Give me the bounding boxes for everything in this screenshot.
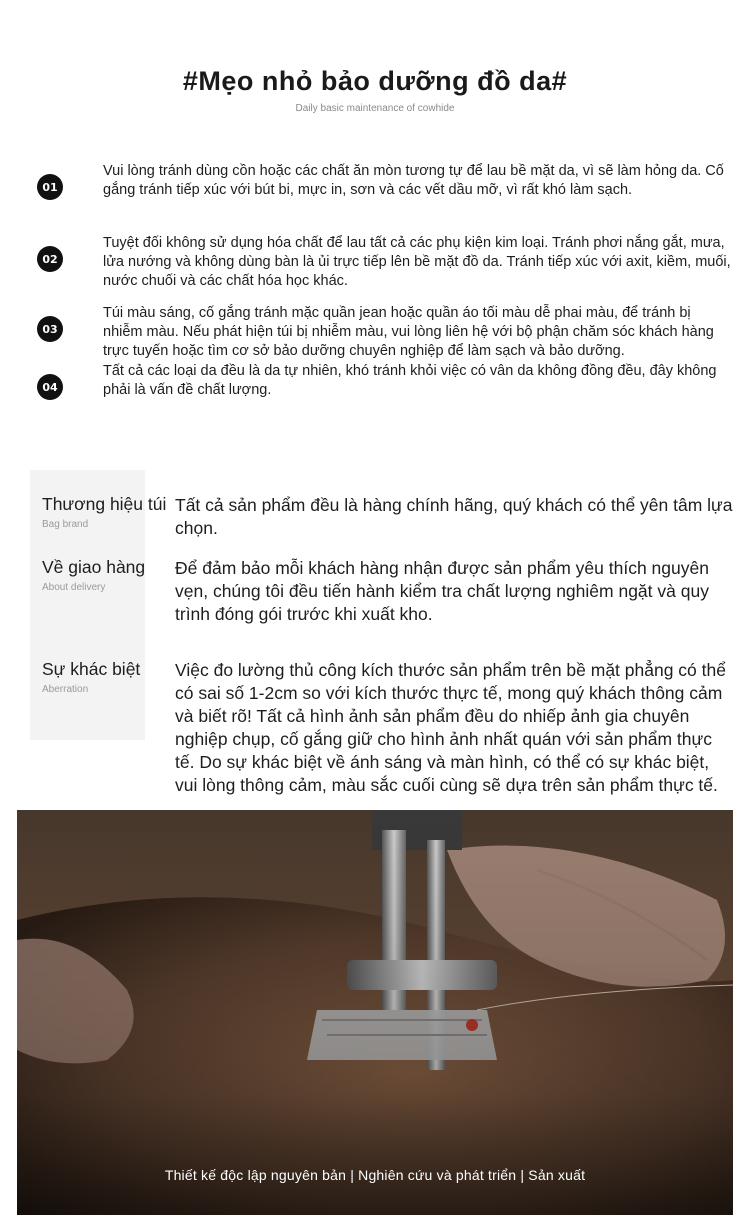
tip-number-badge: 03 [37,316,63,342]
info-label: Thương hiệu túi [42,494,167,514]
tip-number-badge: 01 [37,174,63,200]
info-text: Để đảm bảo mỗi khách hàng nhận được sản phẩm yêu thích nguyên vẹn, chúng tôi đều tiến hành kiểm tra chất lượng nghiêm ngặt và quy trình đóng gói trước khi xuất kho. [175,558,709,624]
info-label: Sự khác biệt [42,659,141,679]
tip-text: Vui lòng tránh dùng cồn hoặc các chất ăn mòn tương tự để lau bề mặt da, vì sẽ làm hỏng da. Cố gắng tránh tiếp xúc với bút bi, mực in, sơn và các vết dầu mỡ, vì rất khó làm sạch. [103,163,724,198]
page-subtitle: Daily basic maintenance of cowhide [295,103,455,114]
tip-number-badge: 04 [37,374,63,400]
tip-text: Tất cả các loại da đều là da tự nhiên, khó tránh khỏi việc có vân da không đồng đều, đây không phải là vấn đề chất lượng. [103,363,717,398]
info-text: Việc đo lường thủ công kích thước sản phẩm trên bề mặt phẳng có thể có sai số 1-2cm so với kích thước thực tế, mong quý khách thông cảm và biết rõ! Tất cả hình ảnh sản phẩm đều do nhiếp ảnh gia chuyên nghiệp chụp, cố gắng giữ cho hình ảnh nhất quán với sản phẩm thực tế. Do sự khác biệt về ánh sáng và màn hình, có thể có sự khác biệt, vui lòng thông cảm, màu sắc cuối cùng sẽ dựa trên sản phẩm thực tế. [175,660,726,795]
photo-caption: Thiết kế độc lập nguyên bản | Nghiên cứu và phát triển | Sản xuất [164,1167,586,1183]
tip-number-badge: 02 [37,246,63,272]
info-text: Tất cả sản phẩm đều là hàng chính hãng, quý khách có thể yên tâm lựa chọn. [175,495,733,538]
tip-text: Túi màu sáng, cố gắng tránh mặc quần jean hoặc quần áo tối màu dễ phai màu, để tránh bị nhiễm màu. Nếu phát hiện túi bị nhiễm màu, vui lòng liên hệ với bộ phận chăm sóc khách hàng trực tuyến hoặc tìm cơ sở bảo dưỡng chuyên nghiệp để làm sạch và bảo dưỡng. [103,305,714,359]
sewing-machine-photo [17,810,733,1215]
tip-text: Tuyệt đối không sử dụng hóa chất để lau tất cả các phụ kiện kim loại. Tránh phơi nắng gắt, mưa, lửa nướng và không dùng bàn là ủi trực tiếp lên bề mặt đồ da. Tránh tiếp xúc với axit, kiềm, muối, nước chuối và các chất hóa học khác. [103,235,731,289]
info-sublabel: Bag brand [42,519,89,530]
page-title: #Mẹo nhỏ bảo dưỡng đồ da# [182,66,568,96]
info-sublabel: About delivery [42,582,106,593]
info-label: Về giao hàng [42,557,146,577]
info-sublabel: Aberration [42,684,89,695]
